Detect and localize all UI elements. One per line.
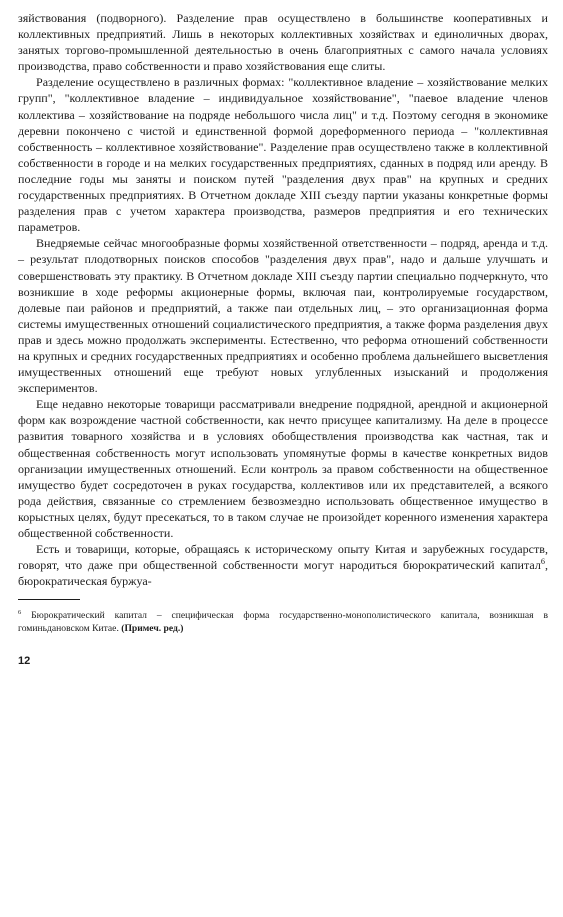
footnote (18, 610, 548, 635)
paragraph-4: Еще недавно некоторые товарищи рассматривали внедрение подрядной, арендной и акционерной форм как возрождение частной собственности, как нечто присущее капитализму. На деле в процессе развития товарного хозяйства и в условиях обобществления производства как частная, так и общественная собственность могут использовать упомянутые формы в качестве конкретных видов организации имущественных отношений. Если контроль за правом собственности на общественное имущество будет сосредоточен в руках государства, коллективов или их представителей, а всякого рода действия, связанные со стремлением безвозмездно использовать общественное имущество в корыстных целях, будут пресекаться, то в таком случае не произойдет коренного изменения характера общественной собственности. (18, 397, 548, 540)
footnote-reference: 6 (540, 557, 545, 567)
footnote-editor-note: (Примеч. ред.) (121, 622, 184, 634)
footnote-divider (18, 599, 80, 600)
paragraph-5 (18, 541, 548, 589)
paragraph-5-tail: , бюрократическая буржуа- (18, 558, 548, 589)
paragraph-1: зяйствования (подворного). Разделение прав осуществлено в большинстве кооперативных и коллективных предприятий. Лишь в некоторых коллективных хозяйствах и единоличных дворах, занятых торгово-промышленной деятельностью в очень благоприятных с самого начала условиях производства, право собственности и право хозяйствования еще слиты. (18, 11, 548, 74)
footnote-text: Бюрократический капитал – специфическая форма государственно-монополистического капитала, возникшая в гоминьдановском Китае. (18, 610, 548, 634)
paragraph-3: Внедряемые сейчас многообразные формы хозяйственной ответственности – подряд, аренда и т.д. – результат плодотворных поисков способов "разделения двух прав", надо и дальше улучшать и совершенствовать эту практику. В Отчетном докладе XIII съезду партии специально подчеркнуто, что возникшие в ходе реформы акционерные формы, включая паи, контролируемые государством, долевые паи районов и предприятий, а также паи отдельных лиц, – это организационная форма системы имущественных отношений социалистического предприятия, а также форма разделения двух прав и здесь можно продолжать эксперименты. Естественно, что реформа отношений собственности на крупных и средних государственных предприятиях и особенно проблема дальнейшего высветления имущественных отношений еще требуют новых углубленных изысканий и продолжения экспериментов. (18, 236, 548, 396)
paragraph-5-text: Есть и товарищи, которые, обращаясь к историческому опыту Китая и зарубежных государств, говорят, что даже при общественной собственности могут народиться бюрократический капитал (18, 542, 548, 573)
paragraph-2: Разделение осуществлено в различных формах: "коллективное владение – хозяйствование мелких групп", "коллективное владение – индивидуальное хозяйствование", "паевое владение членов коллектива – хозяйствование на подряде небольшого числа лиц" и т.д. Поэтому сегодня в экономике деревни покончено с чистой и единственной формой дореформенного периода – "коллективная собственность – коллективное хозяйствование". Разделение прав осуществлено также в коллективной собственности в городе и на мелких государственных предприятиях, сданных в подряд или аренду. В последние годы мы заняты и поиском путей "разделения двух прав" на крупных и средних государственных предприятиях. В Отчетном докладе XIII съезду партии указаны конкретные формы разделения прав с учетом характера производства, размеров предприятия и его технических параметров. (18, 75, 548, 235)
page-number: 12 (18, 655, 31, 668)
document-page (18, 10, 548, 667)
footnote-marker: 6 (18, 609, 22, 617)
main-text (18, 10, 548, 589)
